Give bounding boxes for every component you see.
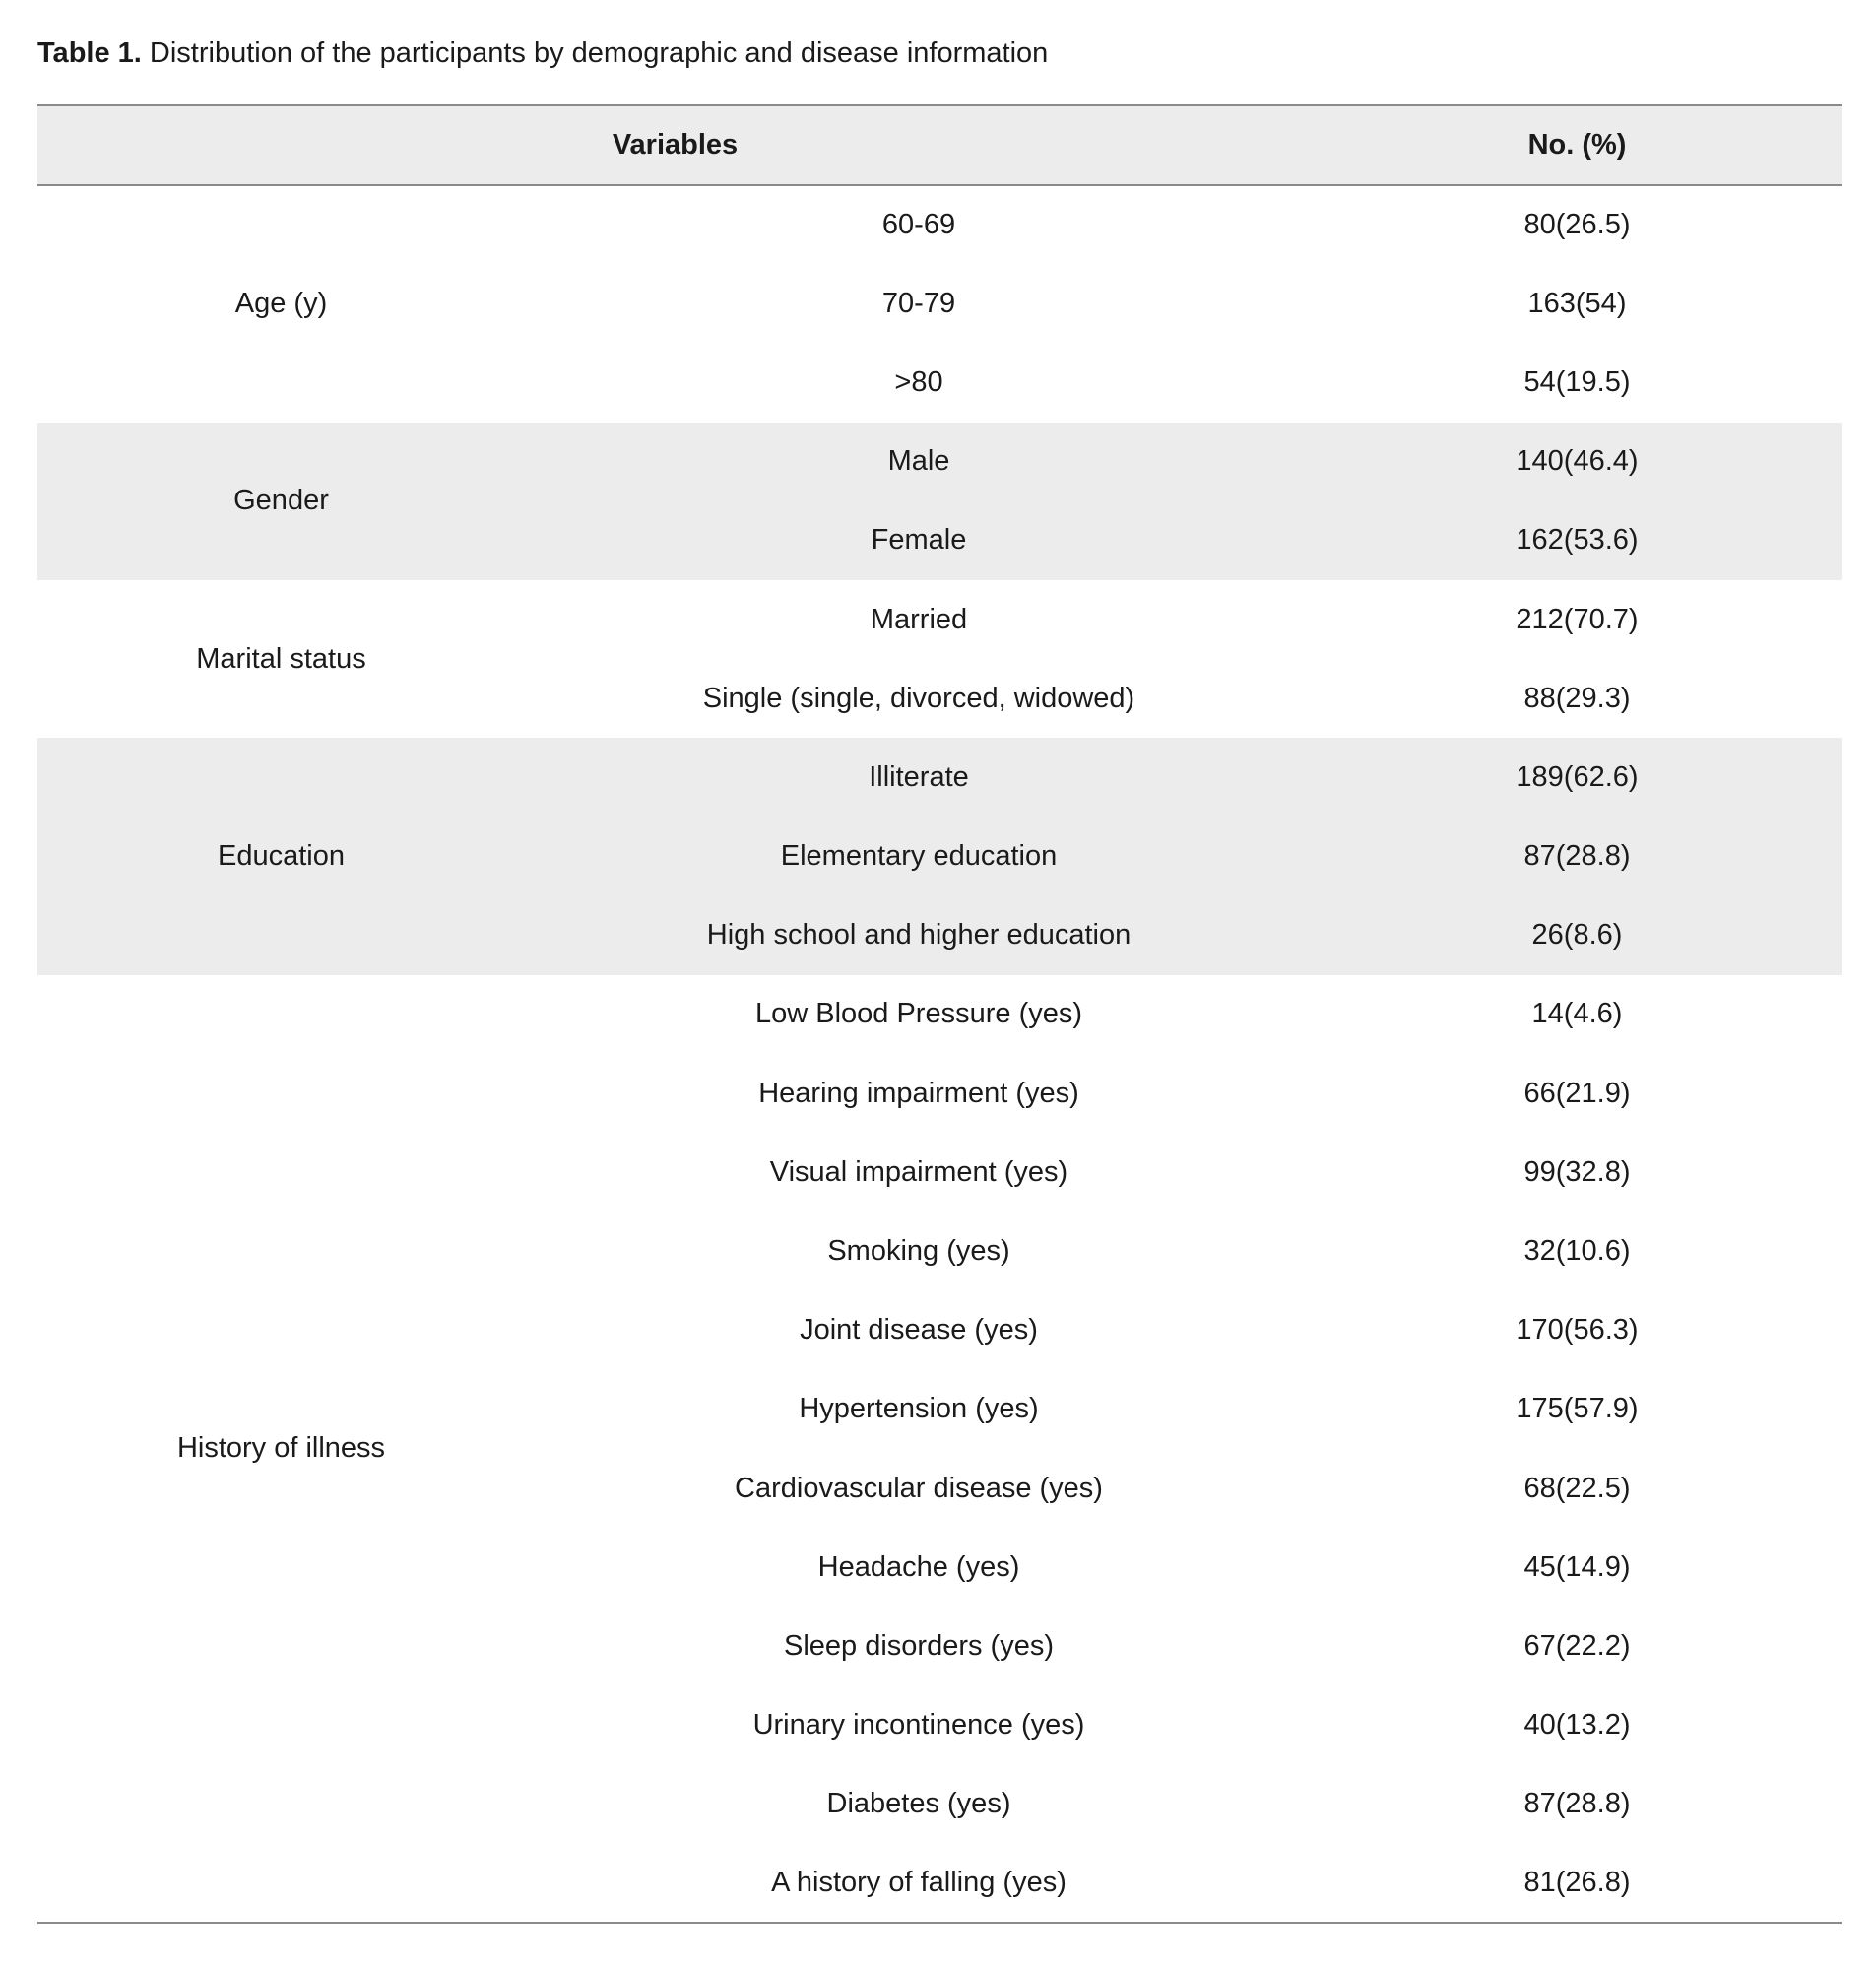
- table-row: [37, 738, 1842, 817]
- row-label: A history of falling (yes): [525, 1844, 1313, 1923]
- row-label: Smoking (yes): [827, 1235, 1010, 1268]
- variables-header: Variables: [37, 105, 1313, 185]
- row-label: Joint disease (yes): [800, 1314, 1038, 1346]
- row-value: 170(56.3): [1516, 1314, 1639, 1346]
- caption-label: Table 1.: [37, 37, 142, 69]
- row-value: 66(21.9): [1523, 1077, 1631, 1109]
- row-label: Diabetes (yes): [826, 1788, 1011, 1820]
- group-label: Age (y): [234, 288, 328, 320]
- row-label: Low Blood Pressure (yes): [754, 998, 1083, 1030]
- table-row: [37, 423, 1842, 501]
- row-label: High school and higher education: [706, 919, 1132, 952]
- row-value: 14(4.6): [1531, 998, 1623, 1030]
- table-row: [37, 580, 1842, 659]
- row-label: Hearing impairment (yes): [758, 1077, 1079, 1109]
- row-value: 162(53.6): [1516, 524, 1639, 557]
- row-value: 140(46.4): [1516, 445, 1639, 478]
- row-label: Cardiovascular disease (yes): [735, 1472, 1103, 1504]
- row-value: 99(32.8): [1523, 1155, 1631, 1188]
- row-value: 87(28.8): [1523, 1788, 1631, 1820]
- row-label: 60-69: [881, 209, 956, 241]
- row-value: 40(13.2): [1523, 1709, 1631, 1741]
- table-row: [37, 975, 1842, 1054]
- table-body: [37, 185, 1842, 1923]
- row-label: 70-79: [881, 287, 956, 319]
- row-value: 68(22.5): [1523, 1472, 1631, 1504]
- table-row: [37, 185, 1842, 264]
- group-label: History of illness: [37, 975, 525, 1923]
- row-label: Visual impairment (yes): [769, 1155, 1068, 1188]
- row-label: Hypertension (yes): [799, 1393, 1039, 1425]
- row-label: Married: [870, 603, 968, 635]
- row-label: Illiterate: [869, 760, 969, 793]
- row-value: 212(70.7): [1516, 603, 1639, 635]
- row-value: 67(22.2): [1523, 1629, 1631, 1662]
- row-value: 163(54): [1527, 287, 1627, 319]
- caption-text: Distribution of the participants by demographic and disease information: [149, 37, 1049, 69]
- row-value: 88(29.3): [1523, 682, 1631, 714]
- row-value: 32(10.6): [1523, 1235, 1631, 1268]
- count-header: No. (%): [1313, 105, 1842, 185]
- row-label: Headache (yes): [817, 1550, 1020, 1583]
- row-value: 45(14.9): [1523, 1550, 1631, 1583]
- row-label: Urinary incontinence (yes): [752, 1709, 1085, 1741]
- row-value: 189(62.6): [1516, 760, 1639, 793]
- table-header-row: [37, 105, 1842, 185]
- row-value: 87(28.8): [1523, 840, 1631, 873]
- group-label: Gender: [233, 485, 329, 517]
- row-value: 54(19.5): [1523, 365, 1631, 398]
- group-label: Marital status: [196, 642, 366, 675]
- row-label: >80: [894, 365, 943, 398]
- demographics-table: [37, 104, 1842, 1924]
- row-label: Single (single, divorced, widowed): [702, 682, 1135, 714]
- row-value: 80(26.5): [1523, 209, 1631, 241]
- row-label: Male: [887, 445, 950, 478]
- row-label: Elementary education: [780, 840, 1058, 873]
- table-caption: [37, 33, 1048, 73]
- row-label: Sleep disorders (yes): [784, 1629, 1054, 1662]
- row-value: 175(57.9): [1516, 1393, 1639, 1425]
- row-value: 81(26.8): [1313, 1844, 1842, 1923]
- group-label: Education: [218, 840, 345, 873]
- row-value: 26(8.6): [1531, 919, 1623, 952]
- row-label: Female: [871, 524, 967, 557]
